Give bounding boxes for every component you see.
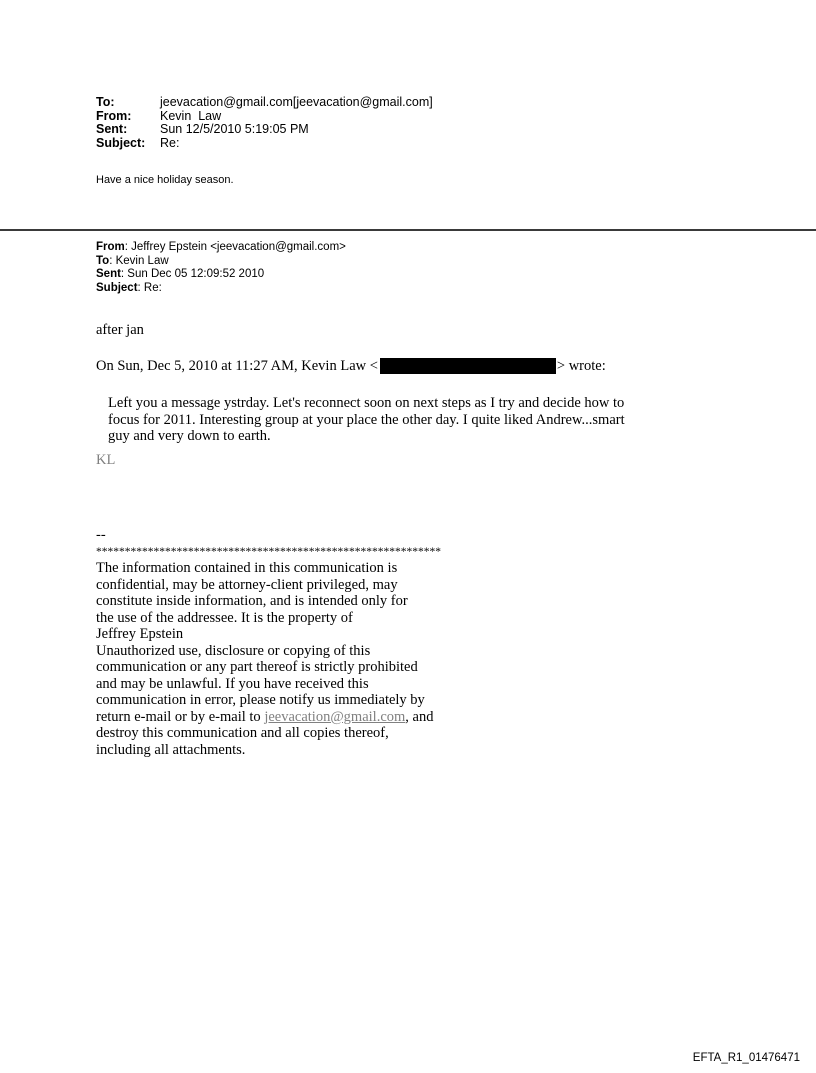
quoted-line: guy and very down to earth. (108, 428, 271, 444)
fwd-to-label: To (96, 254, 110, 267)
redaction-block (380, 358, 556, 374)
disclaimer-line: the use of the addressee. It is the property of (96, 609, 353, 626)
disclaimer-line: communication or any part thereof is strictly prohibited (96, 659, 418, 675)
to-value: jeevacation@gmail.com[jeevacation@gmail.com] (160, 95, 433, 109)
fwd-to-value: : Kevin Law (109, 254, 169, 267)
disclaimer-return-line (96, 709, 441, 726)
sent-value: Sun 12/5/2010 5:19:05 PM (160, 122, 309, 136)
disclaimer-line: communication in error, please notify us immediately by (96, 692, 425, 708)
fwd-from-value: : Jeffrey Epstein <jeevacation@gmail.com> (124, 241, 346, 253)
return-before: return e-mail or by e-mail to (96, 708, 265, 725)
divider (0, 229, 816, 231)
disclaimer-line: constitute inside information, and is intended only for (96, 593, 408, 609)
return-after: , and (405, 708, 434, 725)
quoted-line: focus for 2011. Interesting group at your place the other day. I quite liked Andrew...smart (108, 411, 625, 428)
fwd-sent-label: Sent (96, 268, 121, 280)
fwd-to-row (96, 255, 346, 269)
disclaimer-line: and may be unlawful. If you have received this (96, 675, 369, 692)
quote-intro (96, 358, 606, 375)
sent-label: Sent: (96, 122, 128, 136)
quoted-line: Left you a message ystrday. Let's reconnect soon on next steps as I try and decide how to (108, 395, 625, 411)
subject-value: Re: (160, 135, 180, 150)
fwd-sent-value: : Sun Dec 05 12:09:52 2010 (120, 268, 265, 280)
fwd-subject-value: : Re: (137, 281, 162, 294)
reply-text: after jan (96, 322, 144, 338)
disclaimer-line: confidential, may be attorney-client privileged, may (96, 576, 398, 593)
quote-intro-before: On Sun, Dec 5, 2010 at 11:27 AM, Kevin Law < (96, 358, 378, 374)
fwd-from-row (96, 241, 346, 255)
top-email-body: Have a nice holiday season. (96, 174, 234, 186)
disclaimer (96, 527, 441, 758)
to-label: To: (96, 95, 115, 109)
from-label: From: (96, 108, 132, 123)
top-email-header (96, 96, 433, 150)
quote-intro-after: > wrote: (556, 358, 606, 374)
from-value: Kevin Law (160, 108, 222, 123)
sender-initials: KL (96, 452, 116, 468)
email-link[interactable]: jeevacation@gmail.com (264, 708, 406, 725)
sig-stars: ************************************************************ (96, 545, 441, 558)
sig-dashes: -- (96, 527, 106, 543)
subject-row (96, 137, 433, 151)
disclaimer-line: Jeffrey Epstein (96, 626, 184, 642)
forwarded-header (96, 241, 346, 295)
disclaimer-line: The information contained in this communication is (96, 560, 398, 576)
fwd-from-label: From (96, 241, 125, 253)
fwd-subject-label: Subject (96, 281, 138, 294)
to-row (96, 96, 433, 110)
sent-row (96, 123, 433, 137)
disclaimer-line: Unauthorized use, disclosure or copying of this (96, 642, 371, 659)
fwd-subject-row (96, 282, 346, 296)
from-row (96, 110, 433, 124)
fwd-sent-row (96, 268, 346, 282)
disclaimer-line: destroy this communication and all copies thereof, (96, 725, 389, 741)
subject-label: Subject: (96, 135, 146, 150)
document-id: EFTA_R1_01476471 (692, 1052, 800, 1064)
quoted-message (108, 395, 625, 445)
disclaimer-line: including all attachments. (96, 741, 246, 758)
